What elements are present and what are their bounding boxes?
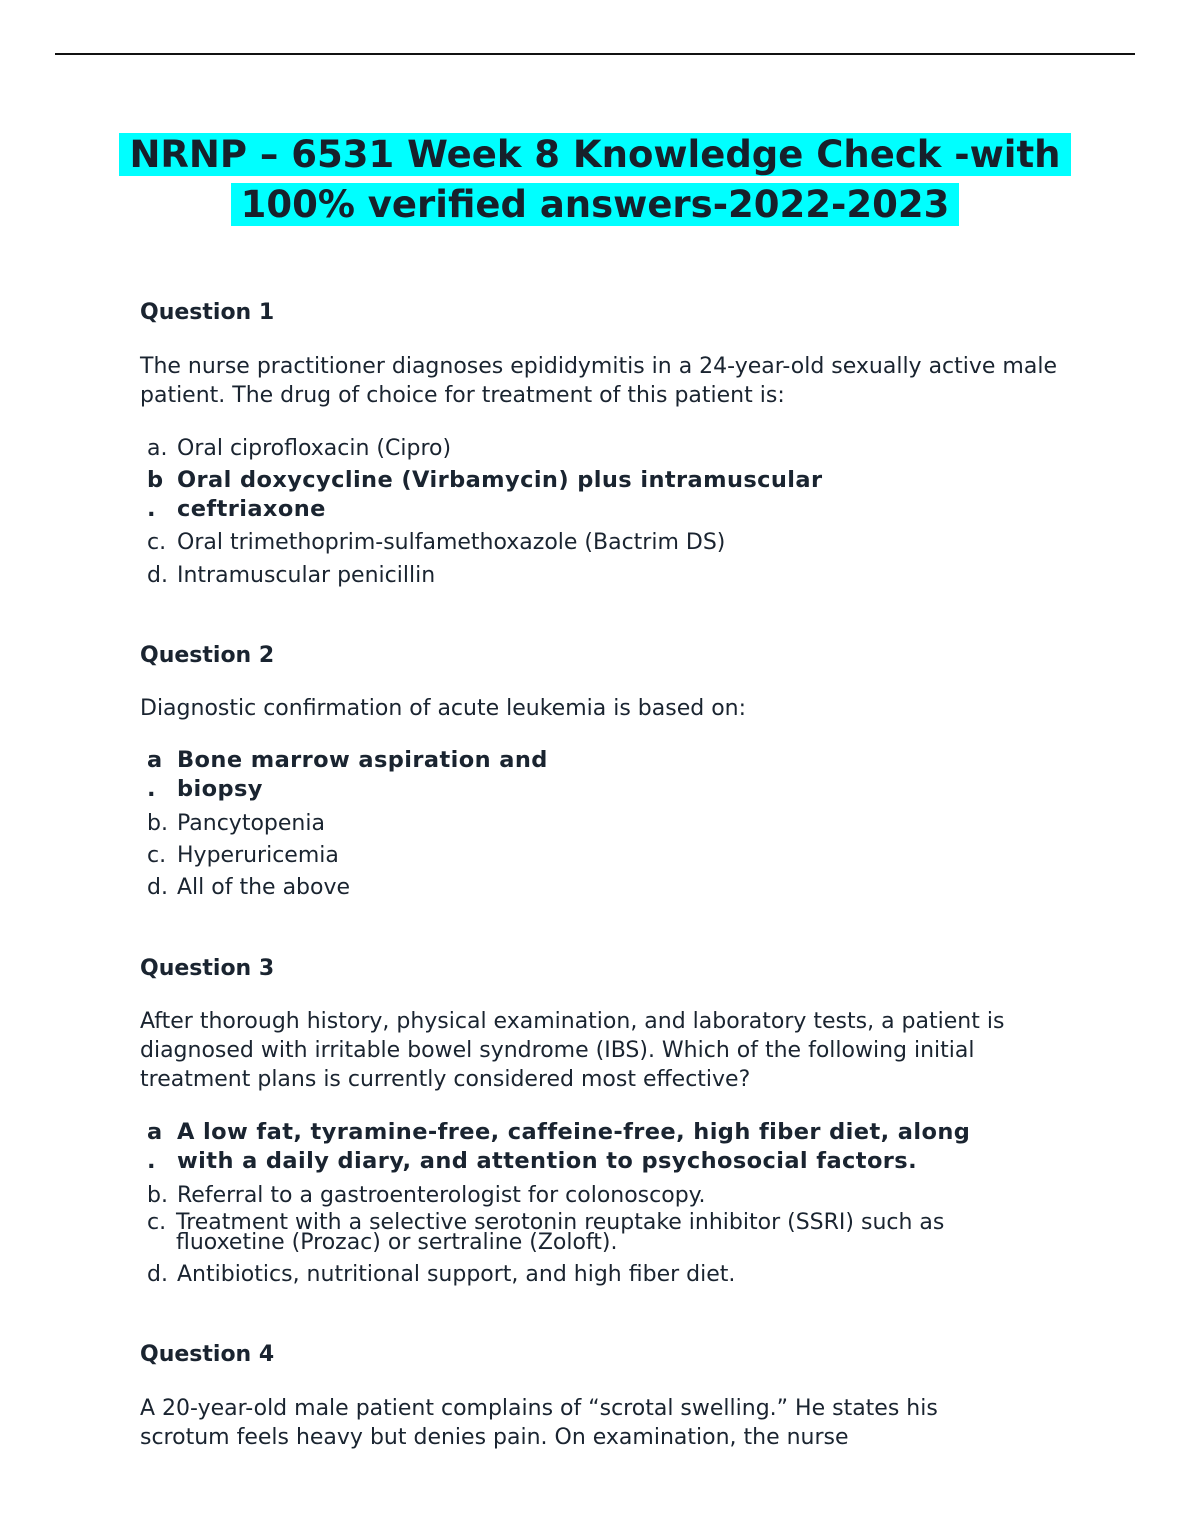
- answer-text: A low fat, tyramine-free, caffeine-free, high fiber diet, along: [177, 1119, 971, 1145]
- option-label: d.: [147, 563, 168, 588]
- option-text: All of the above: [177, 875, 351, 900]
- title-line-1: NRNP – 6531 Week 8 Knowledge Check -with: [119, 133, 1070, 176]
- question-3-text: After thorough history, physical examination, and laboratory tests, a patient is diagnosed with irritable bowel syndrome (IBS). Which of the following initial treatment plans is currently considered most effective?: [140, 1009, 1005, 1092]
- answer-text-continued: with a daily diary, and attention to psychosocial factors.: [177, 1148, 918, 1174]
- option-label: c.: [147, 530, 167, 555]
- answer-label: a: [147, 1119, 163, 1145]
- question-2-answer-a: [147, 746, 548, 804]
- question-3-option-b: [147, 1181, 706, 1210]
- option-text: Treatment with a selective serotonin reuptake inhibitor (SSRI) such as fluoxetine (Prozac) or sertraline (Zoloft).: [176, 1210, 945, 1255]
- option-text: Hyperuricemia: [177, 843, 339, 868]
- option-label: b.: [147, 1183, 168, 1208]
- question-2-option-d: [147, 873, 350, 902]
- answer-label: a: [147, 747, 163, 773]
- option-label: a.: [147, 436, 168, 461]
- title-line-2: 100% verified answers-2022-2023: [231, 183, 960, 226]
- question-4-heading: Question 4: [140, 1342, 275, 1367]
- question-3-option-c: [147, 1210, 1047, 1255]
- question-1-text: The nurse practitioner diagnoses epididymitis in a 24-year-old sexually active male patient. The drug of choice for treatment of this patient is:: [140, 354, 1057, 408]
- question-1-option-c: [147, 528, 725, 557]
- option-text: Oral ciprofloxacin (Cipro): [177, 436, 452, 461]
- question-1-option-d: [147, 561, 435, 590]
- document-title: [0, 130, 1190, 230]
- option-text: Antibiotics, nutritional support, and high fiber diet.: [177, 1262, 736, 1287]
- option-label: d.: [147, 875, 168, 900]
- question-2-text: Diagnostic confirmation of acute leukemia is based on:: [140, 696, 747, 721]
- option-text: Pancytopenia: [177, 811, 325, 836]
- answer-label-dot: .: [147, 776, 156, 802]
- question-2-heading: Question 2: [140, 643, 275, 668]
- question-3-option-d: [147, 1260, 735, 1289]
- question-2-option-c: [147, 841, 339, 870]
- question-3-heading: Question 3: [140, 956, 275, 981]
- answer-text-continued: ceftriaxone: [177, 496, 326, 522]
- question-2-option-b: [147, 809, 325, 838]
- question-4-text: A 20-year-old male patient complains of “scrotal swelling.” He states his scrotum feels heavy but denies pain. On examination, the nurse: [140, 1396, 938, 1450]
- question-1-answer-b: [147, 466, 823, 524]
- option-label: c.: [147, 1210, 167, 1235]
- answer-label: b: [147, 467, 164, 493]
- answer-text: Oral doxycycline (Virbamycin) plus intramuscular: [177, 467, 823, 493]
- option-label: c.: [147, 843, 167, 868]
- answer-label-dot: .: [147, 1148, 156, 1174]
- option-label: b.: [147, 811, 168, 836]
- option-text: Oral trimethoprim-sulfamethoxazole (Bactrim DS): [177, 530, 726, 555]
- answer-text: Bone marrow aspiration and: [177, 747, 548, 773]
- top-rule: [55, 53, 1135, 55]
- answer-text-continued: biopsy: [177, 776, 263, 802]
- option-text: Referral to a gastroenterologist for colonoscopy.: [177, 1183, 706, 1208]
- question-1-option-a: [147, 434, 451, 463]
- question-3-answer-a: [147, 1118, 970, 1176]
- option-label: d.: [147, 1262, 168, 1287]
- option-text: Intramuscular penicillin: [177, 563, 436, 588]
- answer-label-dot: .: [147, 496, 156, 522]
- question-1-heading: Question 1: [140, 300, 275, 325]
